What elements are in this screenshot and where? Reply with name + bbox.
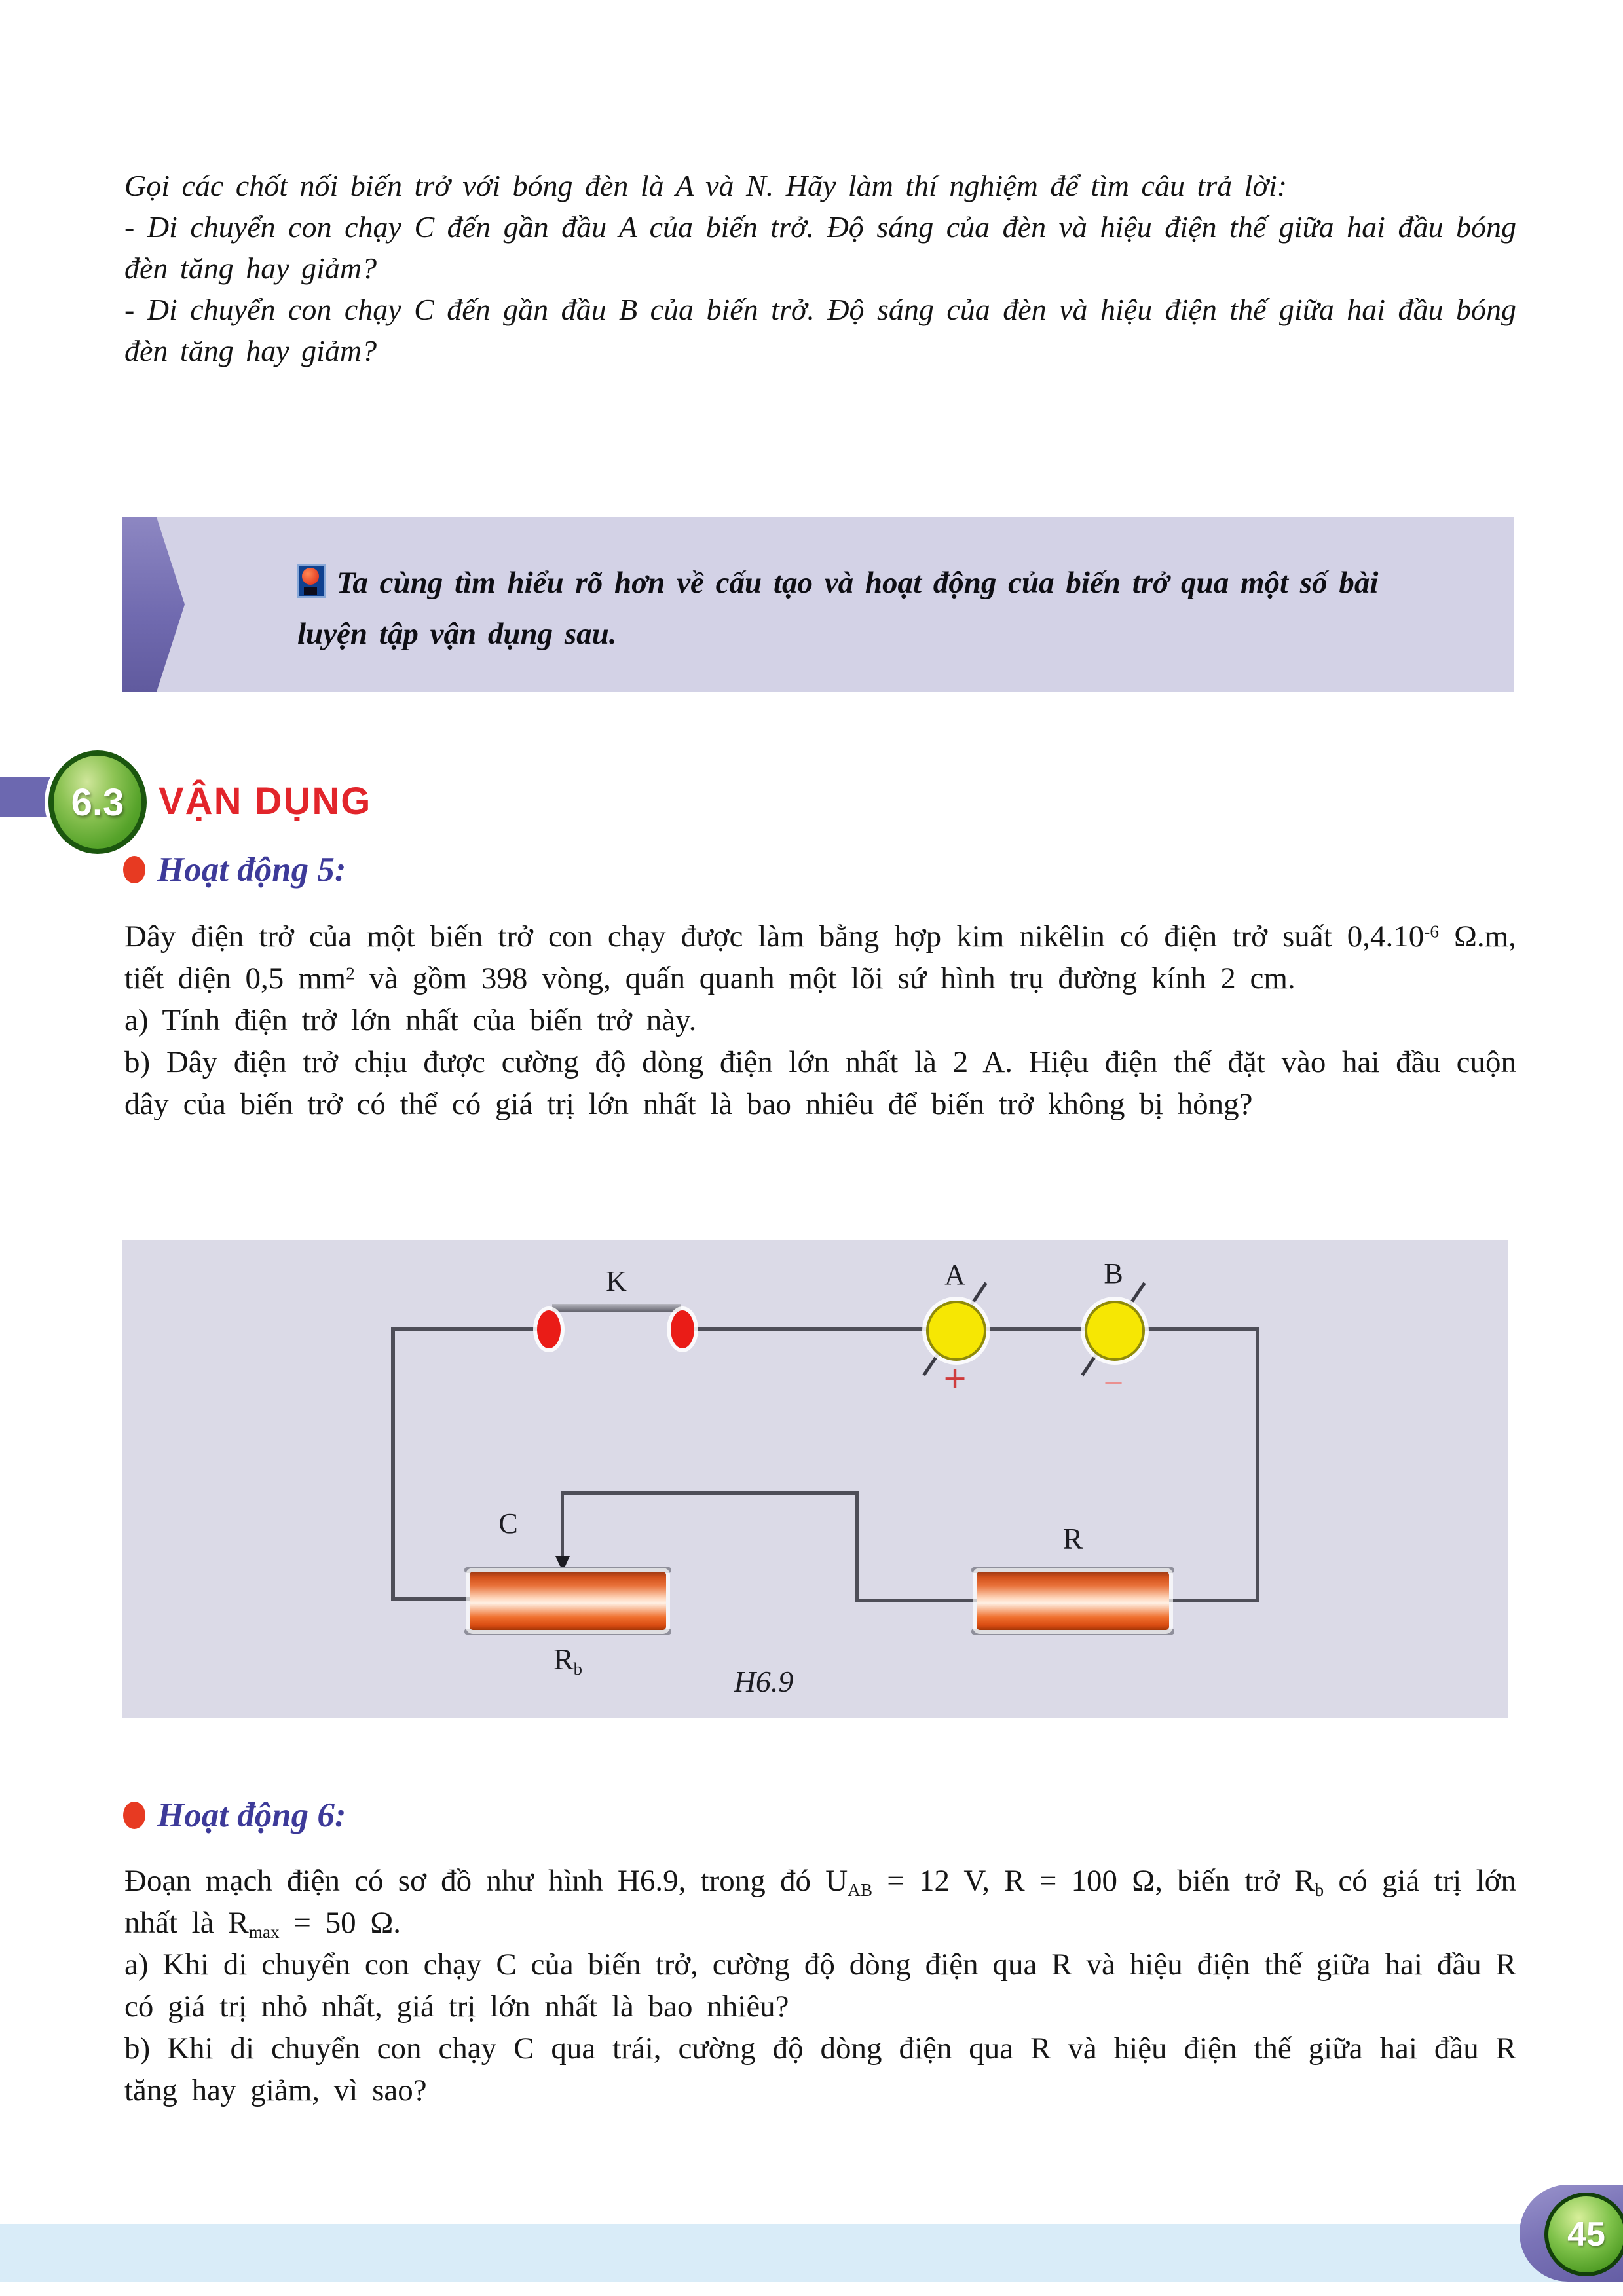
terminal-a	[926, 1301, 986, 1361]
activity-5-text	[124, 916, 1516, 1125]
activity-6-item-b: b) Khi di chuyển con chạy C qua trái, cường độ dòng điện qua R và hiệu điện thế giữa hai đầu R tăng hay giảm, vì sao?	[124, 2031, 1516, 2107]
intro-line-3: - Di chuyển con chạy C đến gần đầu B của biến trở. Độ sáng của đèn và hiệu điện thế giữa hai đầu bóng đèn tăng hay giảm?	[124, 293, 1516, 367]
slider-label: C	[498, 1508, 518, 1540]
activity-5-heading-label: Hoạt động 5:	[157, 851, 346, 889]
switch-label: K	[606, 1265, 627, 1297]
activity-6-heading	[123, 1796, 346, 1835]
page-number-circle	[1544, 2193, 1623, 2276]
wire-middle-vertical	[855, 1491, 859, 1602]
activity-5-body: Dây điện trở của một biến trở con chạy được làm bằng hợp kim nikêlin có điện trở suất $0,4.10^{-6}$ Ω.m, tiết diện 0,5 $mm^2$ và gồm 398 vòng, quấn quanh một lõi sứ hình trụ đường kính 2 cm.	[124, 919, 1516, 995]
rheostat-cylinder	[470, 1572, 666, 1630]
figure-caption: H6.9	[734, 1665, 794, 1698]
intro-line-2: - Di chuyển con chạy C đến gần đầu A của biến trở. Độ sáng của đèn và hiệu điện thế giữa hai đầu bóng đèn tăng hay giảm?	[124, 210, 1516, 285]
callout-arrow-shape	[122, 517, 185, 692]
terminal-b-label: B	[1104, 1257, 1123, 1289]
wire-top-left	[391, 1327, 553, 1331]
rheostat-label: $R_b$	[553, 1642, 583, 1678]
plus-sign: +	[943, 1357, 967, 1401]
wire-to-resistor-left	[855, 1599, 978, 1602]
activity-6-body: Đoạn mạch điện có sơ đồ như hình H6.9, trong đó $U_{AB} = 12$ V, R = 100 Ω, biến trở $R_b$ có giá trị lớn nhất là $R_{max} = 50$ Ω.	[124, 1864, 1517, 1942]
activity-5-item-b: b) Dây điện trở chịu được cường độ dòng điện lớn nhất là 2 A. Hiệu điện thế đặt vào hai đầu cuộn dây của biến trở có thể có giá trị lớn nhất là bao nhiêu để biến trở không bị hỏng?	[124, 1045, 1516, 1121]
intro-line-1: Gọi các chốt nối biến trở với bóng đèn là A và N. Hãy làm thí nghiệm để tìm câu trả lời:	[124, 169, 1288, 202]
activity-5-item-a: a) Tính điện trở lớn nhất của biến trở này.	[124, 1003, 697, 1037]
wire-to-rheostat	[391, 1597, 473, 1601]
wire-middle-horizontal	[561, 1491, 859, 1495]
activity-6-heading-label: Hoạt động 6:	[157, 1796, 346, 1834]
bullet-icon	[123, 856, 145, 883]
section-badge	[48, 750, 147, 854]
wire-right-vertical	[1256, 1327, 1259, 1602]
footer-band	[0, 2224, 1623, 2282]
bullet-icon	[123, 1802, 145, 1829]
switch-contact-right	[671, 1310, 694, 1348]
resistor-label: R	[1062, 1522, 1083, 1555]
activity-5-heading	[123, 850, 346, 889]
page-number-badge	[1520, 2185, 1623, 2282]
wire-to-resistor-right	[1168, 1599, 1259, 1602]
callout-banner	[122, 517, 1514, 692]
wire-left-vertical	[391, 1327, 395, 1600]
resistor-cylinder	[977, 1572, 1169, 1630]
slider-arrow-line	[561, 1493, 564, 1557]
section-title: VẬN DỤNG	[159, 780, 372, 823]
activity-6-text	[124, 1860, 1516, 2111]
page-number: 45	[1567, 2215, 1605, 2253]
terminal-b	[1085, 1301, 1145, 1361]
switch-lever	[552, 1304, 681, 1312]
figure-h69	[122, 1240, 1508, 1718]
activity-6-item-a: a) Khi di chuyển con chạy C của biến trở, cường độ dòng điện qua R và hiệu điện thế giữa hai đầu R có giá trị nhỏ nhất, giá trị lớn nhất là bao nhiêu?	[124, 1948, 1516, 2024]
terminal-a-label: A	[944, 1259, 965, 1291]
note-icon	[297, 564, 326, 598]
intro-paragraph	[124, 165, 1516, 371]
section-badge-number: 6.3	[71, 781, 124, 824]
callout-body	[297, 557, 1385, 659]
switch-contact-left	[537, 1310, 561, 1348]
callout-text: Ta cùng tìm hiểu rõ hơn về cấu tạo và hoạt động của biến trở qua một số bài luyện tập vận dụng sau.	[297, 566, 1379, 651]
minus-sign: −	[1103, 1363, 1124, 1403]
